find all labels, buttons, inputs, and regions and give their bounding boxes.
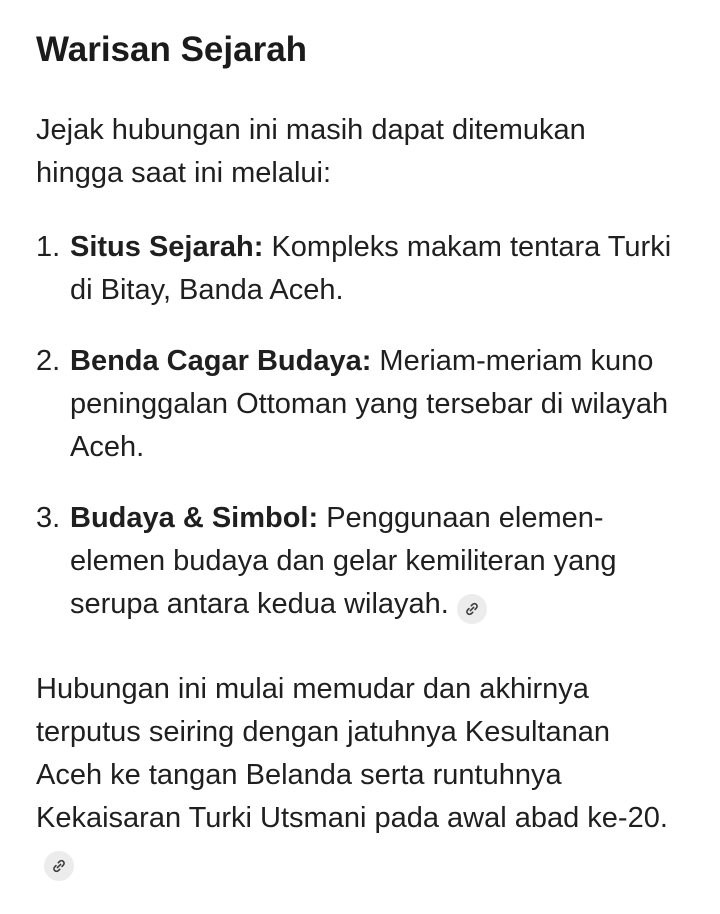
list-item-title: Benda Cagar Budaya: bbox=[70, 345, 372, 377]
list-item-number: 1. bbox=[36, 231, 61, 263]
section-heading: Warisan Sejarah bbox=[36, 30, 308, 69]
list-item-text: Kompleks makam tentara Turki di Bitay, Banda Aceh. bbox=[70, 231, 672, 306]
list-item-body bbox=[70, 340, 680, 469]
closing-text: Hubungan ini mulai memudar dan akhirnya terputus seiring dengan jatuhnya Kesultanan Aceh ke tangan Belanda serta runtuhnya Kekaisaran Turki Utsmani pada awal abad ke-20. bbox=[36, 673, 668, 834]
source-link-button[interactable] bbox=[44, 851, 74, 881]
source-link-button[interactable] bbox=[457, 594, 487, 624]
list-item-number: 3. bbox=[36, 502, 61, 534]
list-item-text: Penggunaan elemen-elemen budaya dan gelar kemiliteran yang serupa antara kedua wilayah. bbox=[70, 502, 617, 620]
link-icon bbox=[464, 601, 480, 617]
list-item-text: Meriam-meriam kuno peninggalan Ottoman yang tersebar di wilayah Aceh. bbox=[70, 345, 669, 463]
list-item-number: 2. bbox=[36, 345, 61, 377]
intro-paragraph: Jejak hubungan ini masih dapat ditemukan hingga saat ini melalui: bbox=[36, 114, 586, 189]
closing-paragraph bbox=[36, 668, 676, 883]
link-icon bbox=[51, 858, 67, 874]
list-item-body bbox=[70, 497, 680, 626]
list-item-body bbox=[70, 226, 680, 312]
list-item-title: Budaya & Simbol: bbox=[70, 502, 319, 534]
list-item-title: Situs Sejarah: bbox=[70, 231, 264, 263]
